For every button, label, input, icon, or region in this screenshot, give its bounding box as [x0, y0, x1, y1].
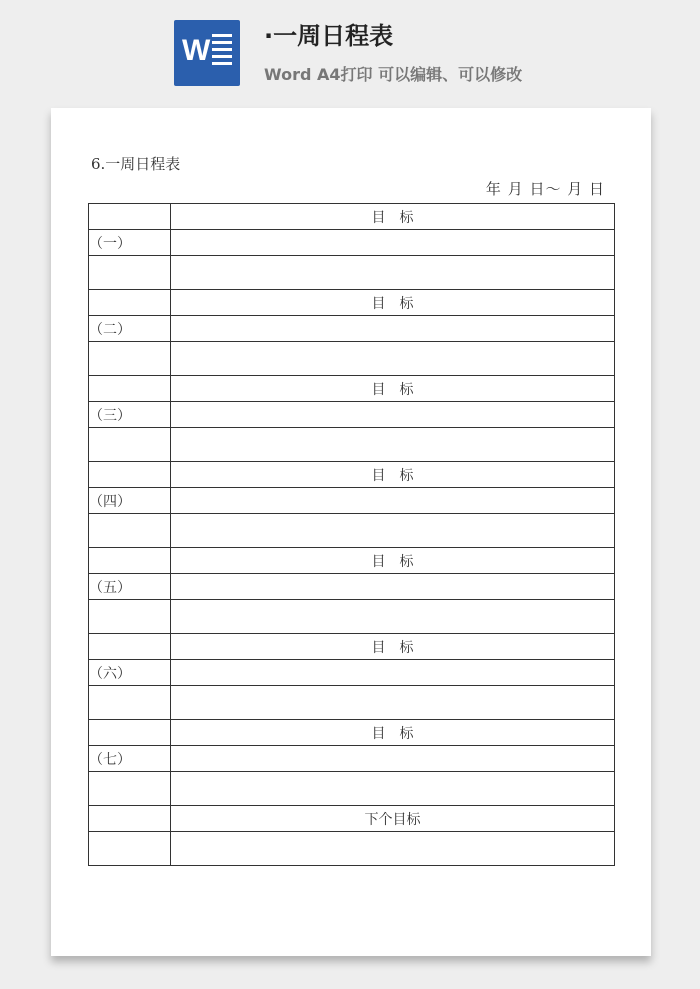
- word-icon-lines: [212, 34, 232, 72]
- day-row: [89, 402, 615, 428]
- notes-row: [89, 600, 615, 634]
- goal-row: [89, 720, 615, 746]
- document-subtitle: Word A4打印 可以编辑、可以修改: [264, 65, 523, 84]
- word-icon-letter: W: [182, 34, 211, 67]
- weekly-schedule-table: [88, 203, 615, 866]
- goal-header-cell: 目 标: [171, 204, 615, 230]
- goal-row: [89, 462, 615, 488]
- notes-cell[interactable]: [171, 514, 615, 548]
- day-goal-cell[interactable]: [171, 230, 615, 256]
- notes-cell[interactable]: [171, 600, 615, 634]
- day-label-cell: （二）: [89, 316, 171, 342]
- label-cell: [89, 462, 171, 488]
- notes-cell[interactable]: [171, 256, 615, 290]
- notes-row: [89, 686, 615, 720]
- label-cell: [89, 204, 171, 230]
- notes-label-cell: [89, 514, 171, 548]
- notes-row: [89, 342, 615, 376]
- day-label-cell: （三）: [89, 402, 171, 428]
- day-label-cell: （四）: [89, 488, 171, 514]
- day-goal-cell[interactable]: [171, 660, 615, 686]
- date-range: 年 月 日～ 月 日: [485, 180, 605, 198]
- goal-row: [89, 634, 615, 660]
- day-goal-cell[interactable]: [171, 316, 615, 342]
- form-title: 6.一周日程表: [91, 155, 181, 173]
- goal-row: [89, 548, 615, 574]
- day-row: [89, 230, 615, 256]
- day-row: [89, 660, 615, 686]
- label-cell: [89, 376, 171, 402]
- notes-label-cell: [89, 342, 171, 376]
- day-label-cell: （六）: [89, 660, 171, 686]
- document-page: [51, 108, 651, 956]
- notes-label-cell: [89, 256, 171, 290]
- day-row: [89, 316, 615, 342]
- goal-header-cell: 目 标: [171, 376, 615, 402]
- goal-row: [89, 376, 615, 402]
- day-row: [89, 746, 615, 772]
- next-goal-notes-row: [89, 832, 615, 866]
- notes-label-cell: [89, 772, 171, 806]
- preview-header: [0, 0, 700, 100]
- notes-label-cell: [89, 428, 171, 462]
- day-label-cell: （七）: [89, 746, 171, 772]
- goal-row: [89, 290, 615, 316]
- label-cell: [89, 290, 171, 316]
- notes-row: [89, 514, 615, 548]
- notes-label-cell: [89, 686, 171, 720]
- notes-row: [89, 428, 615, 462]
- goal-header-cell: 目 标: [171, 548, 615, 574]
- next-goal-header-cell: 下个目标: [171, 806, 615, 832]
- day-row: [89, 574, 615, 600]
- notes-cell[interactable]: [171, 686, 615, 720]
- word-document-icon: [174, 20, 240, 86]
- goal-header-cell: 目 标: [171, 462, 615, 488]
- next-goal-row: [89, 806, 615, 832]
- next-goal-notes-cell[interactable]: [171, 832, 615, 866]
- notes-cell[interactable]: [171, 772, 615, 806]
- notes-label-cell: [89, 832, 171, 866]
- label-cell: [89, 548, 171, 574]
- notes-cell[interactable]: [171, 428, 615, 462]
- day-row: [89, 488, 615, 514]
- notes-cell[interactable]: [171, 342, 615, 376]
- label-cell: [89, 806, 171, 832]
- document-title: ·一周日程表: [264, 22, 394, 50]
- label-cell: [89, 634, 171, 660]
- goal-row: [89, 204, 615, 230]
- goal-header-cell: 目 标: [171, 720, 615, 746]
- day-goal-cell[interactable]: [171, 488, 615, 514]
- goal-header-cell: 目 标: [171, 290, 615, 316]
- goal-header-cell: 目 标: [171, 634, 615, 660]
- day-goal-cell[interactable]: [171, 574, 615, 600]
- day-goal-cell[interactable]: [171, 402, 615, 428]
- notes-label-cell: [89, 600, 171, 634]
- day-label-cell: （一）: [89, 230, 171, 256]
- notes-row: [89, 256, 615, 290]
- day-label-cell: （五）: [89, 574, 171, 600]
- notes-row: [89, 772, 615, 806]
- label-cell: [89, 720, 171, 746]
- day-goal-cell[interactable]: [171, 746, 615, 772]
